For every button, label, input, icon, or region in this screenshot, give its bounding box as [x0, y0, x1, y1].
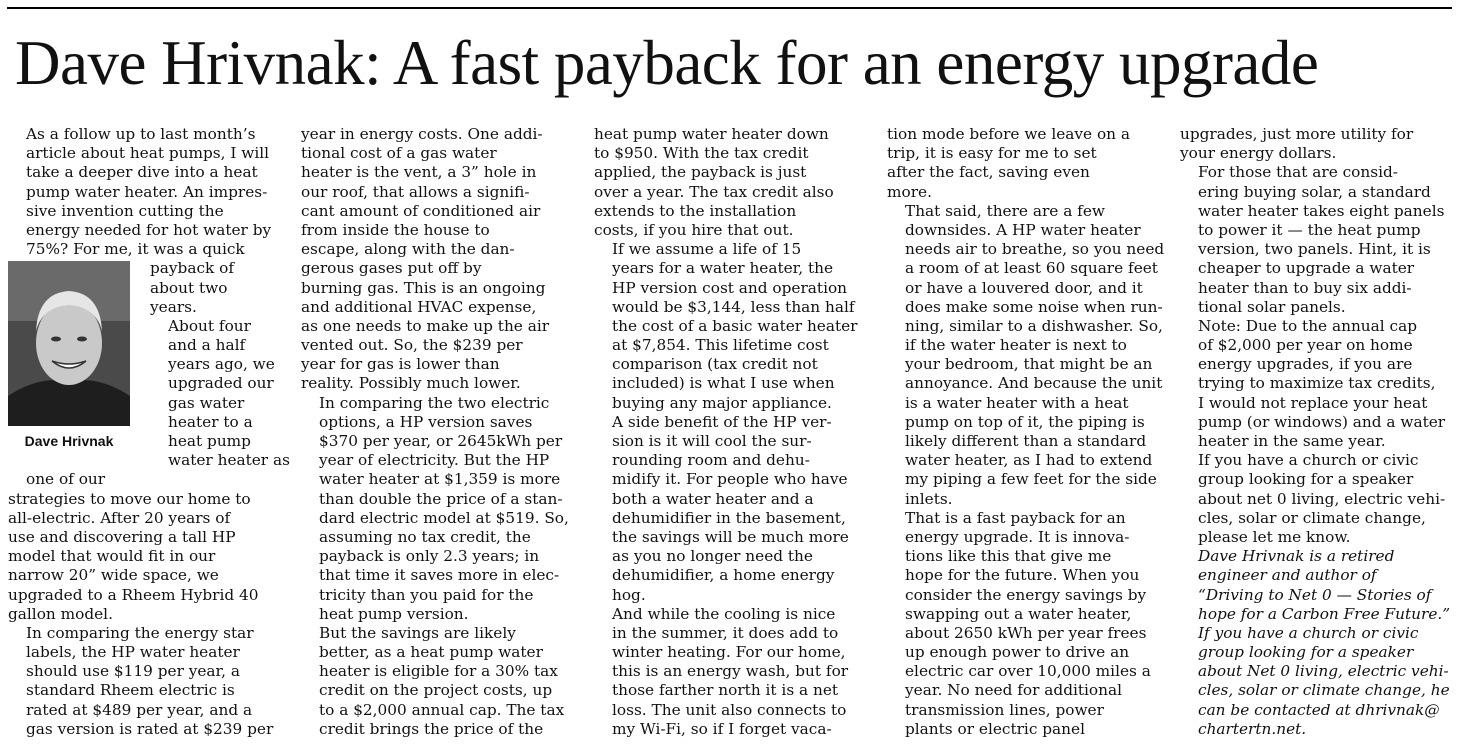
text-line: heater is eligible for a 30% tax	[319, 662, 558, 681]
text-line: If we assume a life of 15	[612, 240, 802, 259]
column-5	[1180, 125, 1458, 739]
body-paragraph	[1180, 125, 1458, 163]
text-line: about Net 0 living, electric vehi-	[1198, 662, 1449, 681]
text-line: this is an energy wash, but for	[612, 662, 849, 681]
text-line: trying to maximize tax credits,	[1198, 374, 1436, 393]
text-line: would be $3,144, less than half	[612, 297, 855, 316]
text-line: that time it saves more in elec-	[319, 566, 560, 585]
text-line: swapping out a water heater,	[905, 604, 1132, 623]
text-line: my Wi-Fi, so if I forget vaca-	[612, 719, 832, 738]
text-line: about 2650 kWh per year frees	[905, 623, 1147, 642]
text-line: of $2,000 per year on home	[1198, 336, 1413, 355]
text-line: gerous gases put off by	[301, 259, 482, 278]
text-line: buying any major appliance.	[612, 393, 832, 412]
text-line: Note: Due to the annual cap	[1198, 316, 1418, 335]
text-line: those farther north it is a net	[612, 681, 839, 700]
text-line: heater than to buy six addi-	[1198, 278, 1412, 297]
text-line: gas water	[168, 393, 245, 412]
text-line: winter heating. For our home,	[612, 643, 846, 662]
author-photo-block	[8, 261, 148, 461]
text-line: ning, similar to a dishwasher. So,	[905, 316, 1163, 335]
text-line: likely different than a standard	[905, 432, 1147, 450]
text-line: pump (or windows) and a water	[1198, 412, 1446, 431]
text-line: applied, the payback is just	[594, 163, 807, 182]
text-line: year for gas is lower than	[301, 355, 500, 374]
text-line: should use $119 per year, a	[26, 662, 241, 681]
text-line: our roof, that allows a signifi-	[301, 182, 530, 201]
body-paragraph	[887, 509, 1165, 739]
text-line: That is a fast payback for an	[905, 508, 1126, 527]
text-line: year in energy costs. One addi-	[301, 125, 543, 143]
text-line: over a year. The tax credit also	[594, 182, 834, 201]
text-line: dard electric model at $519. So,	[319, 508, 569, 527]
author-photo	[8, 261, 130, 426]
text-line: take a deeper dive into a heat	[26, 163, 258, 182]
text-line: heater in the same year.	[1198, 432, 1386, 450]
text-line: please let me know.	[1198, 527, 1351, 546]
text-line: more.	[887, 182, 932, 201]
text-line: $370 per year, or 2645kWh per	[319, 432, 563, 450]
text-line: comparison (tax credit not	[612, 355, 818, 374]
text-line: annoyance. And because the unit	[905, 374, 1163, 393]
text-line: tricity than you paid for the	[319, 585, 534, 604]
body-paragraph	[301, 624, 579, 739]
text-line: to $950. With the tax credit	[594, 144, 809, 163]
text-line: pump on top of it, the piping is	[905, 412, 1145, 431]
text-line: included) is what I use when	[612, 374, 835, 393]
text-line: sive invention cutting the	[26, 201, 224, 220]
text-line: heater to a	[168, 412, 253, 431]
text-line: years ago, we	[168, 355, 275, 374]
text-line: years.	[150, 297, 197, 316]
text-line: is a water heater with a heat	[905, 393, 1129, 412]
text-line: both a water heater and a	[612, 489, 814, 508]
text-line: For those that are consid-	[1198, 163, 1398, 182]
body-paragraph	[1180, 451, 1458, 547]
body-paragraph	[1180, 547, 1458, 739]
text-line: version, two panels. Hint, it is	[1198, 240, 1431, 259]
text-line: hog.	[612, 585, 646, 604]
text-line: assuming no tax credit, the	[319, 527, 531, 546]
text-line: group looking for a speaker	[1198, 470, 1414, 489]
text-line: better, as a heat pump water	[319, 643, 543, 662]
text-line: upgrades, just more utility for	[1180, 125, 1414, 143]
text-line: tions like this that give me	[905, 547, 1112, 566]
text-line: cheaper to upgrade a water	[1198, 259, 1415, 278]
text-line: or have a louvered door, and it	[905, 278, 1143, 297]
text-line: vented out. So, the $239 per	[301, 336, 523, 355]
text-line: transmission lines, power	[905, 700, 1104, 719]
text-line: to a $2,000 annual cap. The tax	[319, 700, 565, 719]
text-line: upgraded to a Rheem Hybrid 40	[8, 585, 259, 604]
text-line: costs, if you hire that out.	[594, 220, 794, 239]
text-line: water heater, as I had to extend	[905, 451, 1153, 470]
text-line: needs air to breathe, so you need	[905, 240, 1165, 259]
text-line: tional cost of a gas water	[301, 144, 497, 163]
text-line: A side benefit of the HP ver-	[612, 412, 832, 431]
text-line: escape, along with the dan-	[301, 240, 515, 259]
text-line: upgraded our	[168, 374, 274, 393]
text-line: tion mode before we leave on a	[887, 125, 1131, 143]
text-line: as you no longer need the	[612, 547, 813, 566]
text-line: rounding room and dehu-	[612, 451, 810, 470]
text-line: In comparing the energy star	[26, 623, 254, 642]
text-line: 75%? For me, it was a quick	[26, 240, 245, 259]
text-line: pump water heater. An impres-	[26, 182, 268, 201]
text-line: article about heat pumps, I will	[26, 144, 270, 163]
text-line: and a half	[168, 336, 246, 355]
text-line: credit brings the price of the	[319, 719, 544, 738]
body-paragraph	[8, 125, 286, 259]
text-line: year of electricity. But the HP	[319, 451, 550, 470]
text-line: one of our	[26, 470, 106, 489]
text-line: HP version cost and operation	[612, 278, 848, 297]
text-line: sion is it will cool the sur-	[612, 432, 812, 450]
text-line: in the summer, it does add to	[612, 623, 839, 642]
text-line: a room of at least 60 square feet	[905, 259, 1158, 278]
text-line: payback is only 2.3 years; in	[319, 547, 540, 566]
column-4	[887, 125, 1165, 739]
text-line: payback of	[150, 259, 235, 278]
photo-caption: Dave Hrivnak	[24, 433, 114, 450]
text-line: standard Rheem electric is	[26, 681, 235, 700]
text-line: use and discovering a tall HP	[8, 527, 236, 546]
text-line: options, a HP version saves	[319, 412, 533, 431]
headline: Dave Hrivnak: A fast payback for an energy upgrade	[15, 28, 1319, 98]
text-line: reality. Possibly much lower.	[301, 374, 521, 393]
text-line: downsides. A HP water heater	[905, 220, 1141, 239]
text-line: your bedroom, that might be an	[905, 355, 1153, 374]
text-line: as one needs to make up the air	[301, 316, 550, 335]
body-paragraph	[887, 202, 1165, 509]
body-paragraph	[594, 605, 872, 739]
text-line: engineer and author of	[1198, 566, 1377, 585]
text-line: group looking for a speaker	[1198, 643, 1414, 662]
text-line: gas version is rated at $239 per	[26, 719, 274, 738]
body-paragraph	[594, 413, 872, 605]
text-line: cles, solar or climate change, he	[1198, 681, 1450, 700]
text-line: at $7,854. This lifetime cost	[612, 336, 829, 355]
text-line: years for a water heater, the	[612, 259, 834, 278]
text-line: cant amount of conditioned air	[301, 201, 541, 220]
text-line: water heater at $1,359 is more	[319, 470, 561, 489]
text-line: plants or electric panel	[905, 719, 1085, 738]
text-line: can be contacted at dhrivnak@	[1198, 700, 1440, 719]
text-line: midify it. For people who have	[612, 470, 848, 489]
text-line: all-electric. After 20 years of	[8, 508, 231, 527]
text-line: your energy dollars.	[1180, 144, 1337, 163]
text-line: heat pump water heater down	[594, 125, 829, 143]
text-line: If you have a church or civic	[1198, 623, 1419, 642]
text-line: gallon model.	[8, 604, 113, 623]
text-line: does make some noise when run-	[905, 297, 1163, 316]
text-line: narrow 20” wide space, we	[8, 566, 219, 585]
text-line: strategies to move our home to	[8, 489, 251, 508]
text-line: In comparing the two electric	[319, 393, 550, 412]
column-3	[594, 125, 872, 739]
text-line: Dave Hrivnak is a retired	[1198, 547, 1395, 566]
text-line: inlets.	[905, 489, 953, 508]
text-line: tional solar panels.	[1198, 297, 1346, 316]
text-line: than double the price of a stan-	[319, 489, 563, 508]
text-line: About four	[168, 316, 251, 335]
body-paragraph	[594, 240, 872, 413]
text-line: energy upgrade. It is innova-	[905, 527, 1130, 546]
text-line: rated at $489 per year, and a	[26, 700, 253, 719]
text-line: And while the cooling is nice	[612, 604, 836, 623]
text-line: dehumidifier in the basement,	[612, 508, 846, 527]
column-2	[301, 125, 579, 739]
text-line: the savings will be much more	[612, 527, 849, 546]
text-line: That said, there are a few	[905, 201, 1105, 220]
text-line: But the savings are likely	[319, 623, 516, 642]
text-line: cles, solar or climate change,	[1198, 508, 1426, 527]
text-line: the cost of a basic water heater	[612, 316, 858, 335]
body-paragraph	[301, 125, 579, 394]
text-line: and additional HVAC expense,	[301, 297, 537, 316]
text-line: up enough power to drive an	[905, 643, 1130, 662]
text-line: if the water heater is next to	[905, 336, 1127, 355]
text-line: burning gas. This is an ongoing	[301, 278, 546, 297]
author-portrait-image	[8, 261, 130, 426]
text-line: my piping a few feet for the side	[905, 470, 1157, 489]
text-line: I would not replace your heat	[1198, 393, 1428, 412]
text-line: loss. The unit also connects to	[612, 700, 847, 719]
body-paragraph	[887, 125, 1165, 202]
text-line: water heater takes eight panels	[1198, 201, 1445, 220]
text-line: electric car over 10,000 miles a	[905, 662, 1151, 681]
text-line: from inside the house to	[301, 220, 490, 239]
body-paragraph	[8, 490, 286, 624]
text-line: As a follow up to last month’s	[26, 125, 256, 143]
body-paragraph	[1180, 317, 1458, 451]
text-line: heat pump version.	[319, 604, 469, 623]
text-line: trip, it is easy for me to set	[887, 144, 1097, 163]
text-line: chartertn.net.	[1198, 719, 1307, 738]
body-paragraph	[8, 624, 286, 739]
text-line: energy needed for hot water by	[26, 220, 272, 239]
body-paragraph	[301, 394, 579, 624]
text-line: to power it — the heat pump	[1198, 220, 1421, 239]
text-line: year. No need for additional	[905, 681, 1122, 700]
text-line: about two	[150, 278, 228, 297]
body-paragraph	[594, 125, 872, 240]
text-line: consider the energy savings by	[905, 585, 1147, 604]
body-paragraph	[1180, 163, 1458, 317]
text-line: model that would fit in our	[8, 547, 216, 566]
text-line: energy upgrades, if you are	[1198, 355, 1413, 374]
text-line: ering buying solar, a standard	[1198, 182, 1431, 201]
text-line: hope for a Carbon Free Future.”	[1198, 604, 1451, 623]
text-line: after the fact, saving even	[887, 163, 1090, 182]
text-line: heater is the vent, a 3” hole in	[301, 163, 537, 182]
text-line: extends to the installation	[594, 201, 797, 220]
text-line: hope for the future. When you	[905, 566, 1140, 585]
top-rule	[7, 7, 1452, 9]
text-line: If you have a church or civic	[1198, 451, 1419, 470]
text-line: dehumidifier, a home energy	[612, 566, 835, 585]
text-line: “Driving to Net 0 — Stories of	[1198, 585, 1432, 604]
text-line: water heater as	[168, 451, 290, 470]
text-line: credit on the project costs, up	[319, 681, 553, 700]
text-line: labels, the HP water heater	[26, 643, 240, 662]
column-1	[8, 125, 290, 739]
text-line: about net 0 living, electric vehi-	[1198, 489, 1446, 508]
text-line: heat pump	[168, 432, 251, 450]
